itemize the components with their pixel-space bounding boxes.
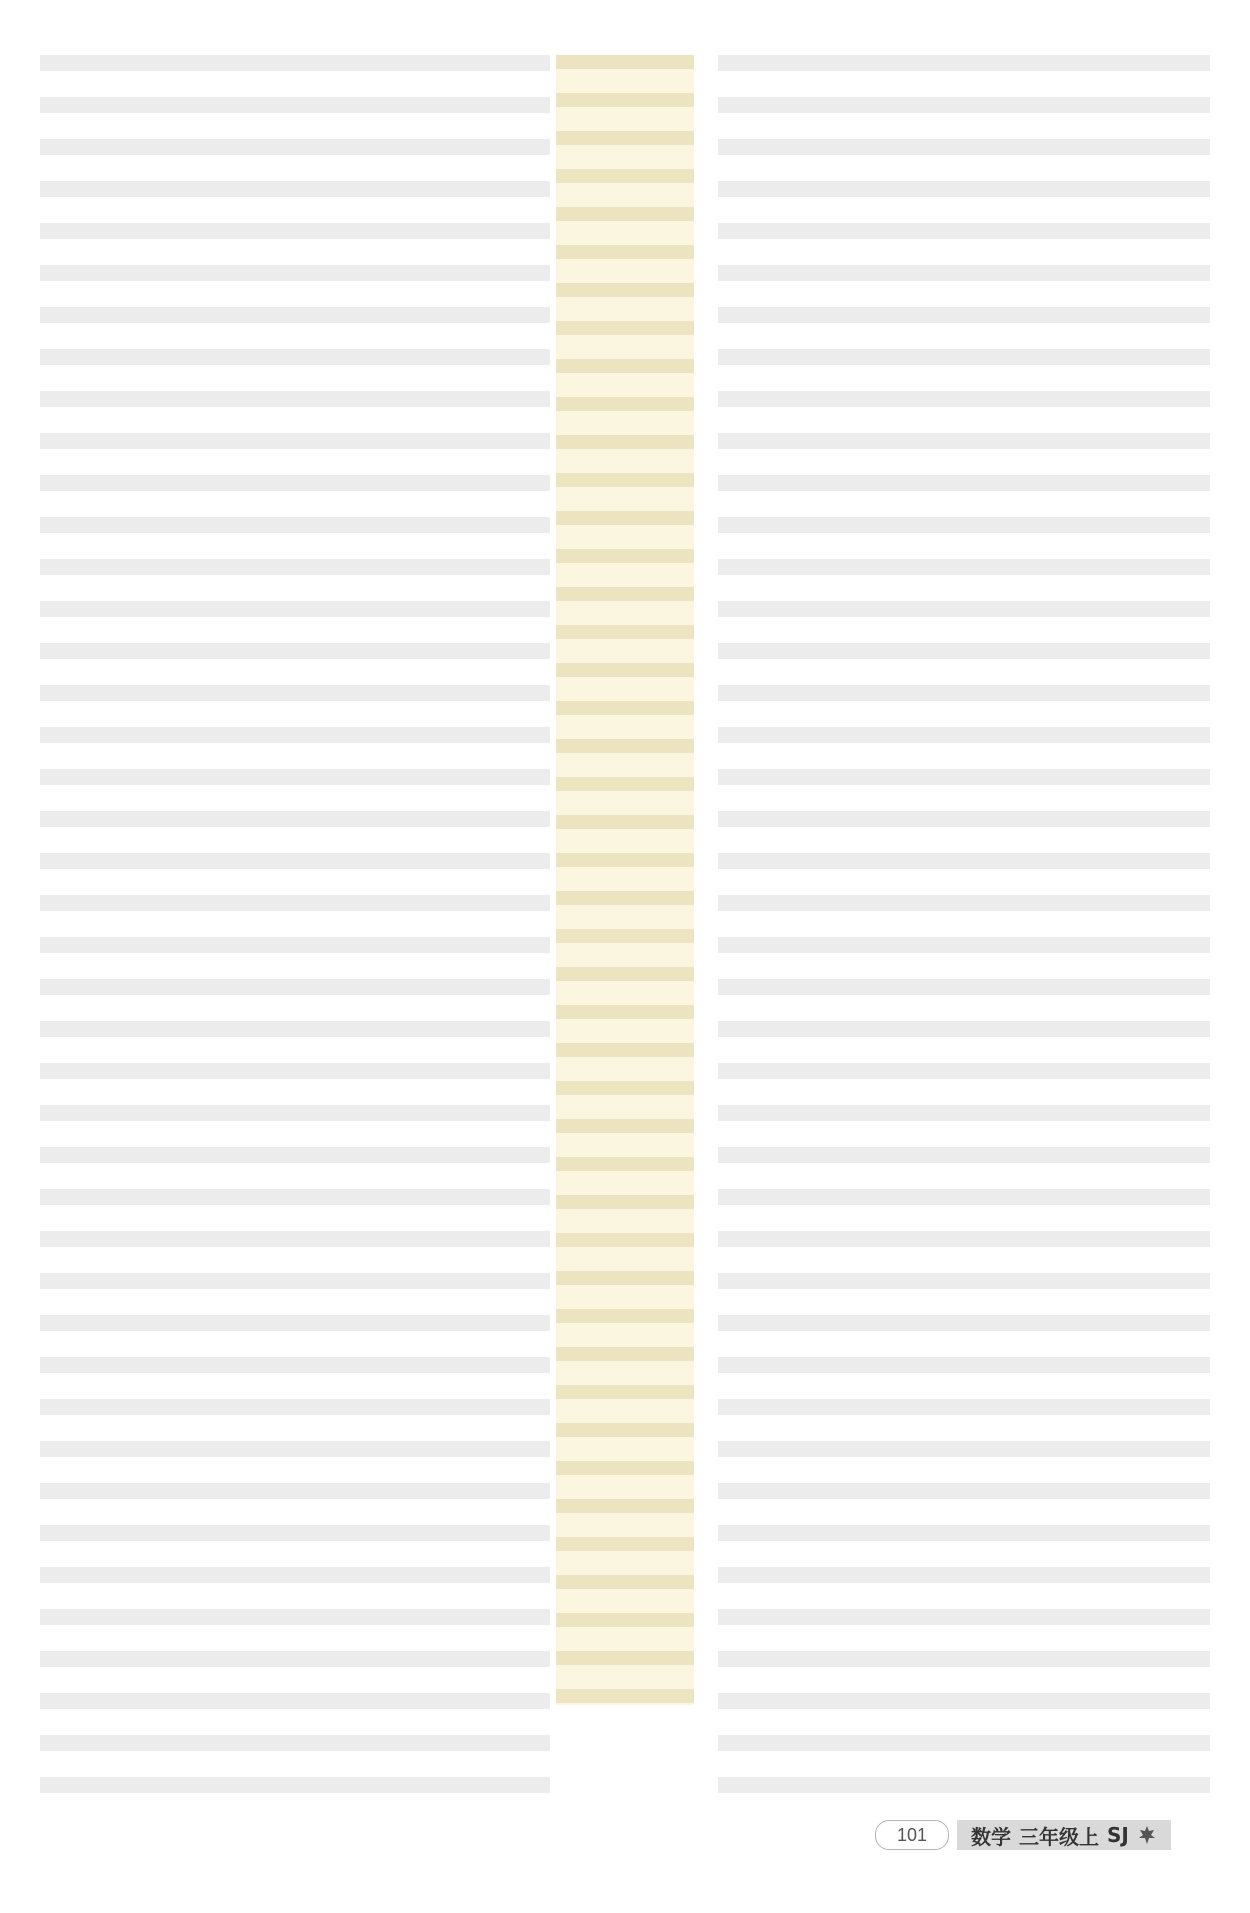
page-footer xyxy=(875,1818,1195,1852)
text-placeholder xyxy=(718,55,1210,1800)
page-number: 101 xyxy=(875,1820,949,1850)
text-placeholder xyxy=(556,55,694,1705)
left-column xyxy=(40,55,550,1800)
method-tips-sidebar xyxy=(556,55,694,1705)
right-column xyxy=(718,55,1210,1800)
book-label xyxy=(957,1820,1171,1850)
text-placeholder xyxy=(40,55,550,1800)
grade-label: 三年级上 xyxy=(1019,1824,1099,1849)
edition-label: SJ xyxy=(1107,1823,1129,1847)
leaf-icon xyxy=(1137,1825,1157,1845)
subject-label: 数学 xyxy=(971,1824,1011,1849)
